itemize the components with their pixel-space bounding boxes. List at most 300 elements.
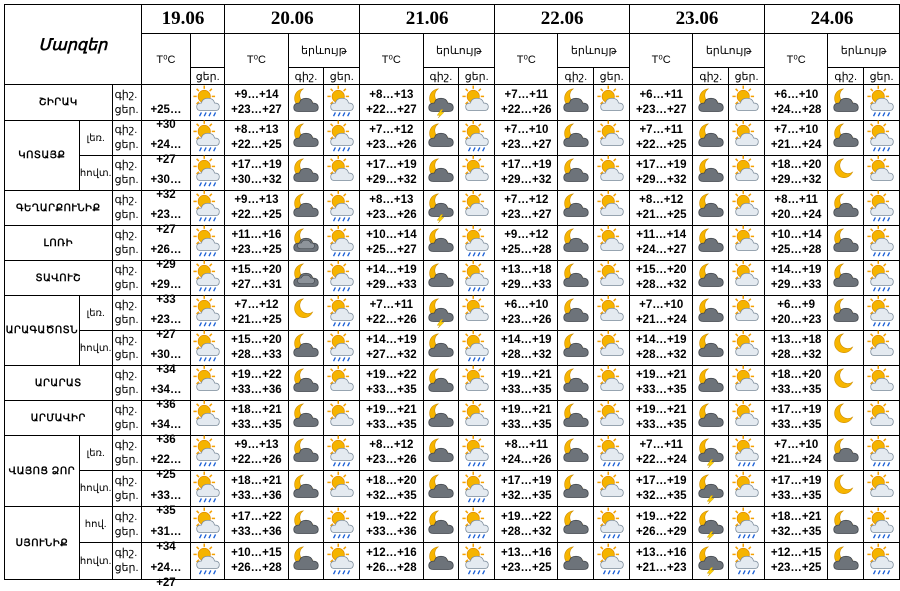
- temp-cell: [630, 226, 693, 261]
- night-temp: +14…+19: [635, 334, 687, 346]
- night-temp: +7…+12: [234, 299, 279, 311]
- temp-cell: [764, 401, 827, 436]
- day-icon-cell: [729, 436, 765, 471]
- day-label: ցեր.: [114, 314, 139, 326]
- forecast-row: [5, 226, 900, 261]
- weather-icon-cell: [191, 121, 225, 156]
- temp-cell: [225, 296, 288, 331]
- night-icon-cell: [423, 331, 459, 366]
- day-temp: +33…+35: [366, 419, 417, 431]
- day-temp: +30…+32: [231, 174, 282, 186]
- temp-cell: [225, 331, 288, 366]
- night-icon-cell: [288, 331, 324, 366]
- night-temp: +8…+11: [774, 194, 818, 206]
- night-temp: +17…+19: [635, 159, 687, 171]
- forecast-row: [5, 85, 900, 121]
- temp-cell: [360, 366, 423, 401]
- night-temp: +14…+19: [501, 334, 552, 346]
- date-row: [5, 5, 900, 34]
- night-icon-cell: [828, 366, 864, 401]
- night-label: գիշ.: [114, 229, 138, 241]
- day-label: ցեր.: [114, 454, 139, 466]
- night-icon-cell: [693, 471, 729, 507]
- temp-cell: [360, 85, 423, 121]
- day-icon-cell: [594, 156, 630, 191]
- night-temp: +15…+20: [231, 334, 282, 346]
- forecast-row: [5, 261, 900, 296]
- night-temp: +17…+19: [231, 159, 282, 171]
- moon-cloud-icon: [290, 261, 322, 295]
- day-icon-cell: [459, 436, 495, 471]
- day-header: ցեր.: [191, 68, 225, 85]
- night-icon-cell: [828, 191, 864, 226]
- sun-cloud-icon: [596, 121, 628, 155]
- night-icon-cell: [423, 471, 459, 507]
- day-temp: +25…+28: [501, 244, 552, 256]
- sun-cloud-rain-icon: [461, 331, 493, 365]
- moon-cloud-icon: [290, 331, 322, 365]
- zone-label: հովտ.: [79, 471, 112, 507]
- day-icon-cell: [864, 436, 900, 471]
- temp-cell: [764, 436, 827, 471]
- temp-cell: [360, 156, 423, 191]
- night-icon-cell: [828, 507, 864, 543]
- day-icon-cell: [594, 85, 630, 121]
- daynight-label: [112, 331, 141, 366]
- sun-cloud-rain-icon: [461, 261, 493, 295]
- moon-icon: [830, 366, 862, 400]
- sun-cloud-icon: [596, 366, 628, 400]
- day-temp: +23…+27: [150, 314, 182, 341]
- sun-cloud-rain-icon: [866, 191, 898, 225]
- temp-cell: [225, 366, 288, 401]
- moon-cloud-icon: [560, 121, 592, 155]
- night-icon-cell: [693, 85, 729, 121]
- day-label: ցեր.: [114, 139, 139, 151]
- night-temp: +19…+22: [635, 510, 687, 523]
- sun-cloud-rain-icon: [866, 436, 898, 470]
- night-temp: +10…+15: [231, 547, 282, 559]
- night-temp: +6…+10: [774, 88, 819, 101]
- moon-cloud-icon: [560, 226, 592, 260]
- moon-cloud-icon: [560, 296, 592, 330]
- night-temp: +17…+19: [501, 159, 552, 171]
- day-label: ցեր.: [114, 384, 139, 396]
- day-temp: +24…+27: [150, 139, 182, 166]
- sun-cloud-icon: [596, 191, 628, 225]
- day-icon-cell: [324, 543, 360, 580]
- night-temp: +7…+10: [504, 124, 549, 136]
- day-temp: +33…+35: [150, 489, 182, 517]
- day-icon-cell: [864, 366, 900, 401]
- sun-cloud-rain-icon: [731, 508, 763, 542]
- night-icon-cell: [423, 507, 459, 543]
- moon-cloud-icon: [830, 121, 862, 155]
- day-icon-cell: [864, 85, 900, 121]
- sun-cloud-icon: [461, 191, 493, 225]
- day-icon-cell: [459, 366, 495, 401]
- day-temp: +22…+26: [366, 314, 417, 326]
- date-header: 24.06: [764, 5, 899, 34]
- moon-cloud-icon: [830, 191, 862, 225]
- daynight-label: [112, 401, 141, 436]
- temp-cell: [630, 85, 693, 121]
- sun-cloud-icon: [731, 296, 763, 330]
- day-icon-cell: [459, 543, 495, 580]
- day-temp: +23…+27: [501, 209, 552, 221]
- temp-cell: [630, 471, 693, 507]
- night-icon-cell: [288, 436, 324, 471]
- day-icon-cell: [324, 156, 360, 191]
- sun-cloud-rain-icon: [461, 226, 493, 260]
- night-label: գիշ.: [114, 404, 138, 416]
- day-icon-cell: [324, 191, 360, 226]
- day-header: ցեր.: [729, 68, 765, 85]
- sun-cloud-rain-icon: [192, 156, 224, 190]
- date-header: 19.06: [141, 5, 224, 34]
- day-temp: +33…+36: [231, 525, 282, 538]
- night-icon-cell: [558, 471, 594, 507]
- moon-cloud-icon: [560, 472, 592, 506]
- moon-cloud-icon: [560, 436, 592, 470]
- night-icon-cell: [693, 401, 729, 436]
- day-icon-cell: [459, 156, 495, 191]
- sun-cloud-rain-icon: [326, 191, 358, 225]
- weather-header: երևույթ: [423, 34, 495, 68]
- moon-cloud-icon: [560, 156, 592, 190]
- zone-label: լեռ.: [79, 436, 112, 471]
- region-name: ԱՐԱՐԱՏ: [5, 366, 113, 401]
- sun-cloud-icon: [461, 156, 493, 190]
- day-temp: +22…+26: [231, 454, 282, 466]
- sun-cloud-rain-icon: [326, 296, 358, 330]
- sun-cloud-rain-icon: [866, 261, 898, 295]
- weather-header: երևույթ: [828, 34, 900, 68]
- temp-cell: [360, 331, 423, 366]
- day-label: ցեր.: [114, 209, 139, 221]
- forecast-row: [5, 507, 900, 543]
- sun-cloud-rain-icon: [596, 508, 628, 542]
- moon-cloud-icon: [560, 366, 592, 400]
- night-temp: +14…+19: [366, 334, 417, 346]
- night-icon-cell: [423, 436, 459, 471]
- night-icon-cell: [288, 191, 324, 226]
- night-temp: +15…+20: [635, 264, 687, 276]
- night-temp: +17…+19: [366, 159, 417, 171]
- night-icon-cell: [558, 436, 594, 471]
- day-temp: +28…+32: [635, 349, 687, 361]
- night-temp: +18…+20: [770, 369, 822, 381]
- night-temp: +18…+21: [231, 474, 282, 487]
- sun-cloud-icon: [731, 121, 763, 155]
- day-icon-cell: [459, 261, 495, 296]
- region-name: ԳԵՂԱՐՔՈՒՆԻՔ: [5, 191, 113, 226]
- day-icon-cell: [594, 261, 630, 296]
- night-icon-cell: [288, 471, 324, 507]
- temp-cell: [360, 121, 423, 156]
- night-icon-cell: [828, 543, 864, 580]
- day-label: ցեր.: [114, 244, 139, 256]
- sun-cloud-icon: [866, 156, 898, 190]
- night-icon-cell: [693, 226, 729, 261]
- night-label: գիշ.: [114, 547, 138, 559]
- night-icon-cell: [693, 366, 729, 401]
- night-icon-cell: [828, 121, 864, 156]
- moon-cloud-storm-icon: [695, 508, 727, 542]
- night-icon-cell: [558, 85, 594, 121]
- moon-cloud-icon: [830, 86, 862, 120]
- day-icon-cell: [729, 543, 765, 580]
- region-name: ՎԱՅՈՑ ՁՈՐ: [5, 436, 80, 507]
- day-temp: +32…+35: [635, 489, 687, 502]
- night-icon-cell: [288, 226, 324, 261]
- day-icon-cell: [729, 156, 765, 191]
- night-icon-cell: [828, 156, 864, 191]
- sun-cloud-icon: [596, 401, 628, 435]
- night-header: գիշ.: [558, 68, 594, 85]
- weather-icon-cell: [191, 156, 225, 191]
- daynight-label: [112, 471, 141, 507]
- day-icon-cell: [594, 401, 630, 436]
- night-icon-cell: [423, 85, 459, 121]
- sun-cloud-rain-icon: [192, 296, 224, 330]
- day-temp: +28…+32: [501, 349, 552, 361]
- moon-cloud-icon: [425, 472, 457, 506]
- night-temp: +9…+14: [234, 88, 279, 101]
- sun-cloud-icon: [731, 366, 763, 400]
- moon-cloud-icon: [560, 401, 592, 435]
- forecast-row: [5, 366, 900, 401]
- day-temp: +23…+27: [635, 103, 687, 116]
- day-temp: +22…+27: [366, 103, 417, 116]
- forecast-row: [5, 471, 900, 507]
- moon-cloud-icon: [560, 544, 592, 578]
- temp-header: T⁰C: [630, 34, 693, 85]
- sun-cloud-rain-icon: [192, 508, 224, 542]
- day-temp: +20…+23: [770, 314, 822, 326]
- sun-cloud-rain-icon: [326, 86, 358, 120]
- temp-cell: [495, 121, 558, 156]
- weather-icon-cell: [191, 85, 225, 121]
- sun-cloud-icon: [596, 156, 628, 190]
- day-icon-cell: [729, 226, 765, 261]
- night-temp: +7…+11: [504, 88, 549, 101]
- day-icon-cell: [459, 296, 495, 331]
- day-label: ցեր.: [114, 349, 139, 361]
- night-temp: +13…+18: [501, 264, 552, 276]
- moon-cloud-icon: [290, 436, 322, 470]
- sun-cloud-icon: [596, 331, 628, 365]
- date-header: 20.06: [225, 5, 360, 34]
- night-label: գիշ.: [114, 88, 138, 101]
- day-icon-cell: [864, 261, 900, 296]
- region-name: ՇԻՐԱԿ: [5, 85, 113, 121]
- moon-cloud-icon: [290, 472, 322, 506]
- day-temp: +26…+29: [150, 244, 182, 271]
- sun-cloud-rain-icon: [866, 508, 898, 542]
- temp-cell: [141, 85, 190, 131]
- day-temp: +22…+25: [635, 139, 687, 151]
- day-icon-cell: [324, 471, 360, 507]
- day-icon-cell: [864, 296, 900, 331]
- sun-cloud-rain-icon: [461, 508, 493, 542]
- day-temp: +33…+36: [231, 384, 282, 396]
- day-temp: +21…+24: [770, 454, 822, 466]
- day-icon-cell: [459, 331, 495, 366]
- day-temp: +33…+35: [635, 384, 687, 396]
- night-icon-cell: [693, 436, 729, 471]
- daynight-label: [112, 507, 141, 543]
- region-name: ԱՐՄԱՎԻՐ: [5, 401, 113, 436]
- temp-cell: [225, 436, 288, 471]
- weather-header: երևույթ: [288, 34, 360, 68]
- region-name: ԿՈՏԱՅՔ: [5, 121, 80, 191]
- temp-cell: [630, 261, 693, 296]
- night-icon-cell: [288, 366, 324, 401]
- sun-cloud-rain-icon: [326, 261, 358, 295]
- sun-cloud-icon: [461, 296, 493, 330]
- weather-icon-cell: [191, 401, 225, 436]
- moon-icon: [830, 331, 862, 365]
- night-temp: +17…+19: [501, 474, 552, 487]
- night-label: գիշ.: [114, 334, 138, 346]
- day-label: ցեր.: [114, 489, 139, 502]
- sun-cloud-rain-icon: [326, 508, 358, 542]
- night-icon-cell: [423, 366, 459, 401]
- night-icon-cell: [423, 191, 459, 226]
- temp-cell: [495, 156, 558, 191]
- sun-cloud-icon: [731, 86, 763, 120]
- weather-icon-cell: [191, 507, 225, 543]
- day-icon-cell: [729, 85, 765, 121]
- temp-cell: [360, 471, 423, 507]
- temp-cell: [360, 401, 423, 436]
- moon-cloud-icon: [425, 331, 457, 365]
- sun-cloud-icon: [596, 226, 628, 260]
- temp-cell: [764, 261, 827, 296]
- sun-cloud-icon: [596, 86, 628, 120]
- night-icon-cell: [828, 436, 864, 471]
- sun-cloud-icon: [866, 472, 898, 506]
- day-temp: +23…+27: [231, 103, 282, 116]
- day-temp: +27…+32: [366, 349, 417, 361]
- day-temp: +22…+25: [150, 454, 182, 481]
- moon-cloud-icon: [695, 296, 727, 330]
- sun-cloud-icon: [461, 366, 493, 400]
- night-temp: +18…+20: [366, 474, 417, 487]
- sun-cloud-icon: [326, 401, 358, 435]
- day-temp: +23…+25: [770, 562, 822, 574]
- temp-cell: [225, 543, 288, 580]
- weather-icon-cell: [191, 471, 225, 507]
- sun-cloud-rain-icon: [192, 191, 224, 225]
- day-temp: +24…+26: [501, 454, 552, 466]
- temp-cell: [630, 331, 693, 366]
- night-header: գիշ.: [828, 68, 864, 85]
- day-icon-cell: [459, 85, 495, 121]
- day-temp: +33…+35: [770, 384, 822, 396]
- moon-icon: [290, 296, 322, 330]
- date-header: 21.06: [360, 5, 495, 34]
- temp-cell: [495, 507, 558, 543]
- moon-cloud-icon: [425, 436, 457, 470]
- temp-cell: [495, 436, 558, 471]
- temp-cell: [495, 366, 558, 401]
- day-temp: +23…+25: [501, 562, 552, 574]
- moon-cloud-icon: [425, 508, 457, 542]
- day-temp: +33…+36: [231, 489, 282, 502]
- moon-cloud-icon: [560, 331, 592, 365]
- temp-header: T⁰C: [141, 34, 190, 85]
- night-temp: +7…+10: [774, 124, 819, 136]
- day-icon-cell: [864, 331, 900, 366]
- day-temp: +34…+36: [150, 384, 182, 411]
- day-temp: +33…+35: [770, 419, 822, 431]
- day-icon-cell: [594, 121, 630, 156]
- night-icon-cell: [693, 296, 729, 331]
- moon-cloud-icon: [290, 226, 322, 260]
- day-icon-cell: [459, 401, 495, 436]
- temp-cell: [764, 471, 827, 507]
- day-temp: +29…+32: [770, 174, 822, 186]
- day-icon-cell: [324, 366, 360, 401]
- temp-header: T⁰C: [764, 34, 827, 85]
- night-icon-cell: [558, 121, 594, 156]
- sun-cloud-icon: [192, 401, 224, 435]
- day-label: ցեր.: [114, 419, 139, 431]
- night-temp: +19…+21: [501, 369, 552, 381]
- forecast-row: [5, 401, 900, 436]
- temp-cell: [360, 261, 423, 296]
- temp-cell: [630, 507, 693, 543]
- night-temp: +9…+13: [234, 194, 279, 206]
- day-icon-cell: [594, 436, 630, 471]
- night-icon-cell: [828, 401, 864, 436]
- night-temp: +19…+22: [501, 510, 552, 523]
- weather-icon-cell: [191, 226, 225, 261]
- night-icon-cell: [693, 121, 729, 156]
- night-temp: +13…+18: [770, 334, 822, 346]
- day-temp: +24…+28: [770, 103, 822, 116]
- day-icon-cell: [459, 226, 495, 261]
- night-icon-cell: [828, 261, 864, 296]
- weather-icon-cell: [191, 331, 225, 366]
- moon-cloud-icon: [425, 261, 457, 295]
- temp-cell: [495, 401, 558, 436]
- night-temp: +17…+22: [231, 510, 282, 523]
- moon-cloud-icon: [290, 366, 322, 400]
- day-temp: +23…+26: [501, 314, 552, 326]
- night-temp: +7…+10: [639, 299, 684, 311]
- moon-cloud-icon: [830, 261, 862, 295]
- region-header: Մարզեր: [5, 5, 142, 85]
- moon-cloud-icon: [290, 401, 322, 435]
- night-icon-cell: [693, 191, 729, 226]
- day-temp: +29…+32: [366, 174, 417, 186]
- day-temp: +32…+35: [770, 525, 822, 538]
- daynight-label: [112, 156, 141, 191]
- night-temp: +19…+22: [366, 369, 417, 381]
- night-temp: +6…+9: [777, 299, 816, 311]
- day-temp: +33…+36: [366, 525, 417, 538]
- temp-cell: [764, 121, 827, 156]
- night-temp: +8…+13: [369, 88, 414, 101]
- day-temp: +30…+32: [150, 174, 182, 201]
- daynight-label: [112, 121, 141, 156]
- night-temp: +8…+13: [369, 194, 414, 206]
- day-icon-cell: [594, 296, 630, 331]
- moon-cloud-icon: [695, 331, 727, 365]
